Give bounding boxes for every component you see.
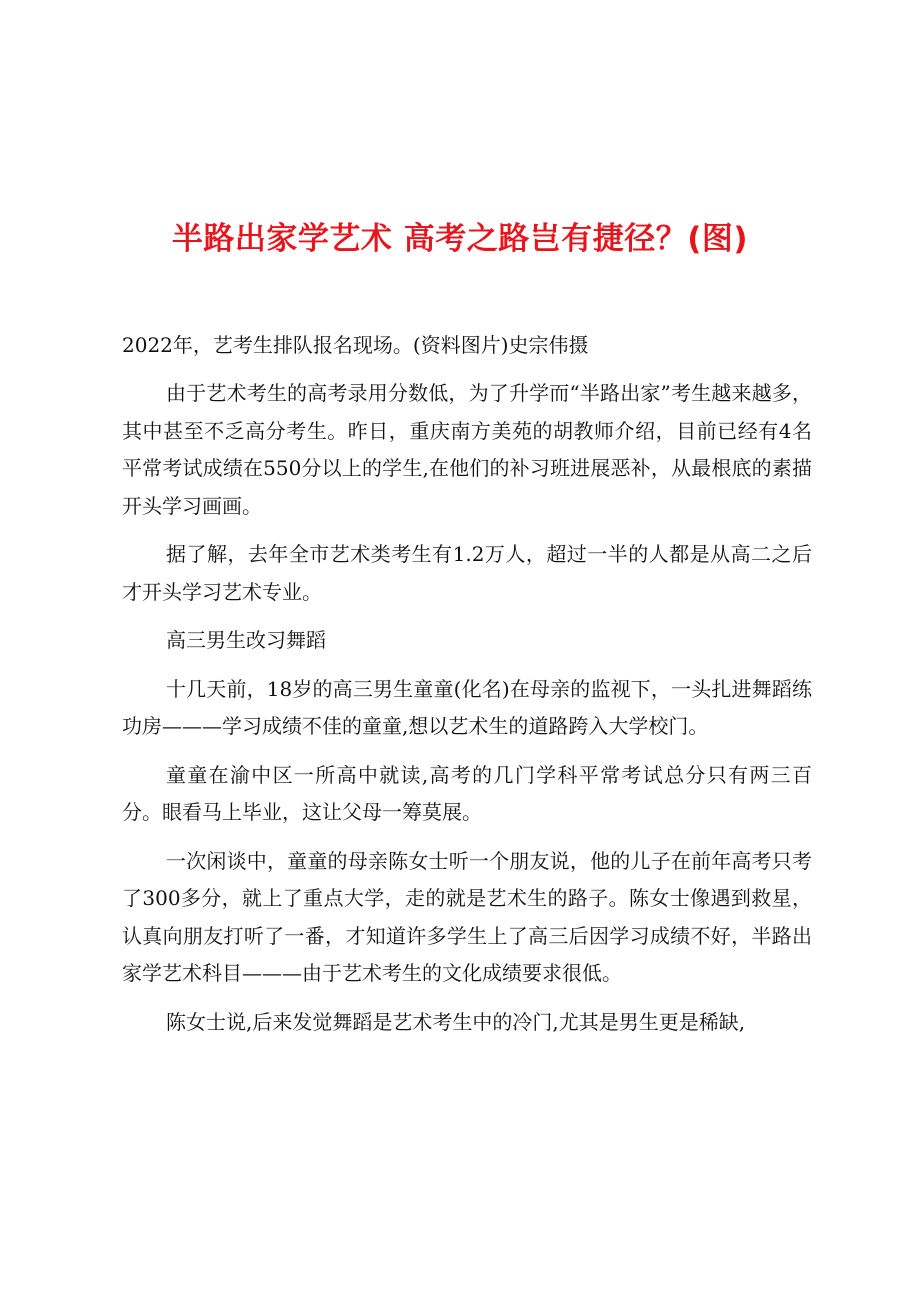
paragraph-intro: 由于艺术考生的高考录用分数低，为了升学而“半路出家”考生越来越多，其中甚至不乏高分考生。昨日，重庆南方美苑的胡教师介绍，目前已经有4名平常考试成绩在550分以上的学生,在他们的补习班进展恶补，从最根底的素描开头学习画画。: [122, 381, 812, 518]
paragraph-tongtong-school: 童童在渝中区一所高中就读,高考的几门学科平常考试总分只有两三百分。眼看马上毕业，这让父母一筹莫展。: [122, 762, 812, 824]
article-body: [122, 375, 812, 1052]
article-title: 半路出家学艺术 高考之路岂有捷径？(图): [171, 220, 749, 257]
paragraph-statistics: 据了解，去年全市艺术类考生有1.2万人，超过一半的人都是从高二之后才开头学习艺术专业。: [122, 542, 812, 604]
paragraph-mother-quote: 陈女士说,后来发觉舞蹈是艺术考生中的冷门,尤其是男生更是稀缺,: [166, 1009, 746, 1034]
paragraph-tongtong-dance: 十几天前，18岁的高三男生童童(化名)在母亲的监视下，一头扎进舞蹈练功房———学习成绩不佳的童童,想以艺术生的道路跨入大学校门。: [122, 676, 812, 738]
paragraph-mother-friend: 一次闲谈中，童童的母亲陈女士听一个朋友说，他的儿子在前年高考只考了300多分，就上了重点大学，走的就是艺术生的路子。陈女士像遇到救星，认真向朋友打听了一番，才知道许多学生上了高三后因学习成绩不好，半路出家学艺术科目———由于艺术考生的文化成绩要求很低。: [122, 848, 812, 985]
section-subheading: 高三男生改习舞蹈: [166, 628, 326, 652]
photo-caption: 2022年，艺考生排队报名现场。(资料图片)史宗伟摄: [122, 333, 589, 357]
